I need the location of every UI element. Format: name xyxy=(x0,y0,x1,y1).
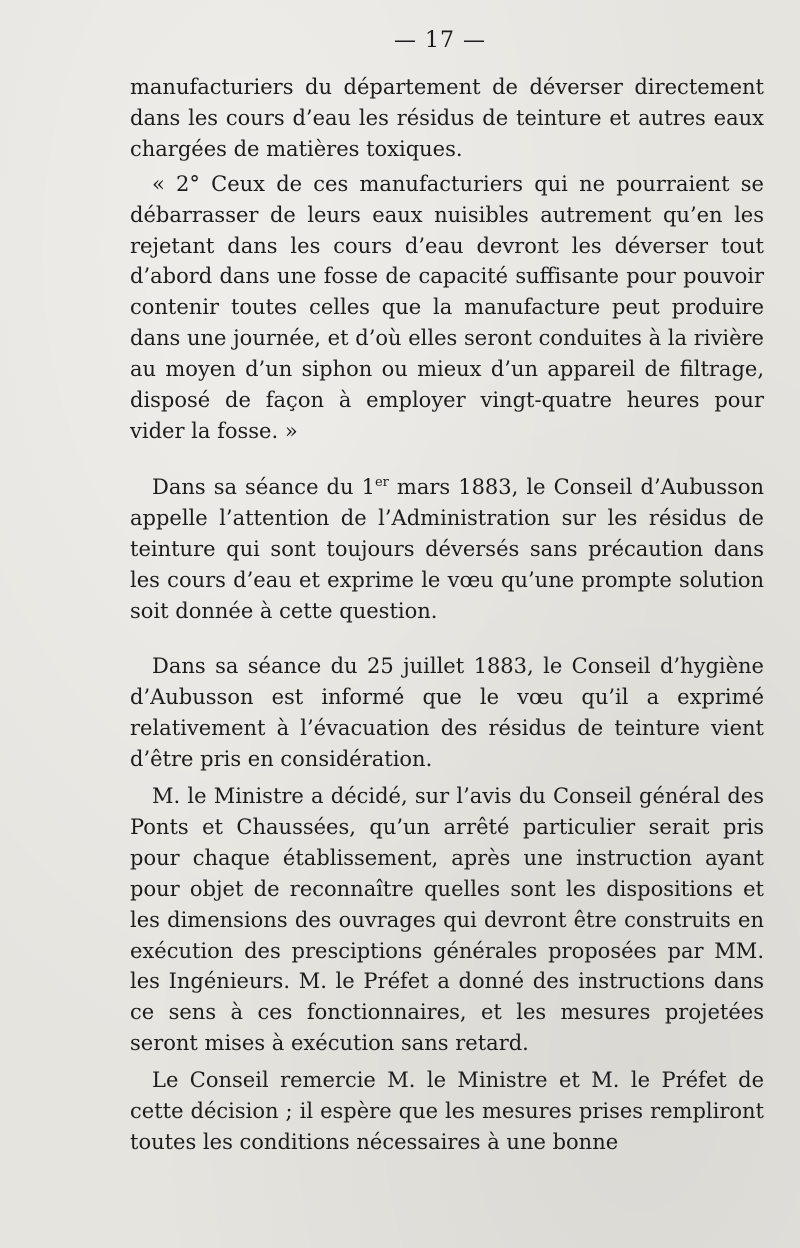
paragraph-continuation: manufacturiers du département de déverser directement dans les cours d’eau les résidus de teinture et autres eaux chargées de matières toxiques. xyxy=(130,75,764,161)
paragraph-seance-juillet: Dans sa séance du 25 juillet 1883, le Conseil d’hygiène d’Aubusson est informé que le vœu qu’il a exprimé relativement à l’évacuation des résidus de teinture vient d’être pris en considération. xyxy=(130,654,764,772)
paragraph-seance-mars-rest: mars 1883, le Conseil d’Aubusson appelle l’attention de l’Administration sur les résidus de teinture qui sont toujours déversés sans précaution dans les cours d’eau et exprime le vœu qu’une prompte solution soit donnée à cette question. xyxy=(130,474,764,623)
paragraph-quote-item-2: « 2° Ceux de ces manufacturiers qui ne pourraient se débarrasser de leurs eaux nuisibles autrement qu’en les rejetant dans les cours d’eau devront les déverser tout d’abord dans une fosse de capacité suffisante pour pouvoir contenir toutes celles que la manufacture peut produire dans une journée, et d’où elles seront conduites à la rivière au moyen d’un siphon ou mieux d’un appareil de filtrage, disposé de façon à employer vingt-quatre heures pour vider la fosse. » xyxy=(130,171,764,443)
paragraph-seance-mars xyxy=(130,472,764,627)
page-number: — 17 — xyxy=(394,28,486,53)
body-text xyxy=(130,72,764,1158)
paragraph-seance-mars-start: Dans sa séance du 1 xyxy=(152,474,375,499)
paragraph-conseil-remercie: Le Conseil remercie M. le Ministre et M. le Préfet de cette décision ; il espère que les mesures prises rempliront toutes les conditions nécessaires à une bonne xyxy=(130,1068,764,1154)
ordinal-superscript: er xyxy=(374,474,389,490)
paragraph-ministre-decision: M. le Ministre a décidé, sur l’avis du Conseil général des Ponts et Chaussées, qu’un arrêté particulier serait pris pour chaque établissement, après une instruction ayant pour objet de reconnaître quelles sont les dispositions et les dimensions des ouvrages qui devront être construits en exécution des presciptions générales proposées par MM. les Ingénieurs. M. le Préfet a donné des instructions dans ce sens à ces fonctionnaires, et les mesures projetées seront mises à exécution sans retard. xyxy=(130,784,764,1056)
